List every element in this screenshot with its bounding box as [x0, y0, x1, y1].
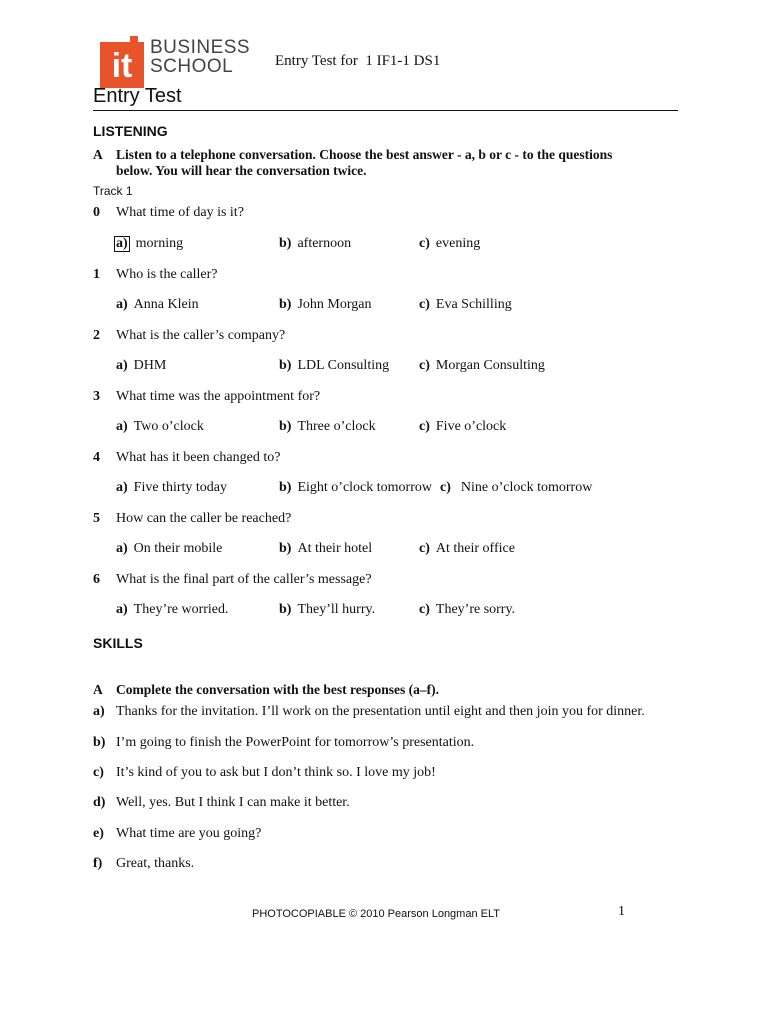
question-text: What is the caller’s company?	[116, 328, 286, 343]
option-text: Eight o’clock tomorrow	[297, 480, 432, 495]
question-text: How can the caller be reached?	[116, 511, 292, 526]
option-c	[419, 297, 512, 313]
option-c	[419, 541, 515, 557]
question-number: 3	[93, 389, 100, 404]
option-letter-b: b)	[279, 236, 292, 251]
option-letter-c: c)	[419, 541, 430, 556]
option-b	[279, 419, 376, 435]
question-number: 1	[93, 267, 100, 282]
option-letter-b: b)	[279, 480, 292, 495]
option-text: afternoon	[297, 236, 352, 251]
option-text: They’re sorry.	[435, 602, 516, 617]
option-a	[116, 419, 204, 435]
option-a	[116, 297, 199, 313]
option-letter-a: a)	[116, 297, 128, 312]
listening-instruction	[116, 147, 676, 179]
listening-instruction-line1: Listen to a telephone conversation. Choose the best answer - a, b or c - to the questions	[116, 147, 613, 162]
option-text: At their office	[435, 541, 515, 556]
option-c	[419, 602, 515, 618]
option-letter-c: c)	[419, 602, 430, 617]
option-a	[116, 358, 166, 374]
option-a	[116, 602, 229, 618]
option-c	[419, 419, 506, 435]
it-logo-mark	[100, 36, 146, 88]
question-text: What time was the appointment for?	[116, 389, 321, 404]
option-b	[279, 297, 371, 313]
option-letter-c: c)	[419, 236, 430, 251]
option-text: Morgan Consulting	[435, 358, 545, 373]
question-text: Who is the caller?	[116, 267, 218, 282]
option-text: They’ll hurry.	[297, 602, 376, 617]
question-text: What time of day is it?	[116, 205, 244, 220]
option-b	[279, 480, 432, 496]
option-a	[116, 480, 227, 496]
response-text: What time are you going?	[116, 826, 262, 841]
question-text: What has it been changed to?	[116, 450, 281, 465]
option-text: evening	[435, 236, 481, 251]
page-title: Entry Test	[93, 85, 182, 107]
skills-heading: SKILLS	[93, 635, 143, 651]
logo-text-line1: BUSINESS	[150, 37, 251, 58]
question-number: 5	[93, 511, 100, 526]
page-number: 1	[618, 904, 625, 919]
option-text: Eva Schilling	[435, 297, 512, 312]
option-text: They’re worried.	[133, 602, 229, 617]
response-letter: b)	[93, 735, 106, 750]
option-letter-b: b)	[279, 297, 292, 312]
logo-text-line2: SCHOOL	[150, 56, 234, 77]
option-letter-c: c)	[419, 419, 430, 434]
option-text: Anna Klein	[133, 297, 199, 312]
response-text: Well, yes. But I think I can make it better.	[116, 795, 350, 810]
option-letter-a: a)	[116, 358, 128, 373]
option-letter-a: a)	[116, 419, 128, 434]
photocopiable-footer: PHOTOCOPIABLE © 2010 Pearson Longman ELT	[252, 908, 500, 920]
question-text: What is the final part of the caller’s message?	[116, 572, 372, 587]
response-letter: c)	[93, 765, 104, 780]
option-text: Nine o’clock tomorrow	[460, 480, 593, 495]
question-number: 6	[93, 572, 100, 587]
option-b	[279, 602, 375, 618]
response-letter: a)	[93, 704, 105, 719]
response-letter: e)	[93, 826, 104, 841]
option-b	[279, 358, 389, 374]
option-letter-c: c)	[419, 358, 430, 373]
option-letter-b: b)	[279, 602, 292, 617]
skills-instruction: Complete the conversation with the best responses (a–f).	[116, 682, 439, 697]
option-text: Five o’clock	[435, 419, 507, 434]
option-letter-b: b)	[279, 419, 292, 434]
option-letter-a: a)	[116, 480, 128, 495]
option-letter-c: c)	[419, 297, 430, 312]
response-letter: f)	[93, 856, 103, 871]
header-divider	[93, 110, 678, 111]
skills-instruction-letter: A	[93, 682, 103, 697]
option-b	[279, 236, 351, 252]
option-text: John Morgan	[297, 297, 372, 312]
listening-heading: LISTENING	[93, 123, 168, 139]
option-text: Two o’clock	[133, 419, 204, 434]
option-c	[440, 480, 592, 496]
question-number: 0	[93, 205, 100, 220]
option-letter-b: b)	[279, 358, 292, 373]
entry-test-label: Entry Test for 1 IF1-1 DS1	[275, 53, 441, 69]
response-text: Great, thanks.	[116, 856, 195, 871]
option-letter-a: a)	[116, 541, 128, 556]
option-text: morning	[135, 236, 184, 251]
option-c	[419, 358, 545, 374]
listening-instruction-letter: A	[93, 147, 103, 162]
option-text: At their hotel	[297, 541, 373, 556]
option-letter-a-selected: a)	[116, 236, 128, 251]
response-letter: d)	[93, 795, 106, 810]
question-number: 2	[93, 328, 100, 343]
option-text: DHM	[133, 358, 167, 373]
business-school-logo-text	[150, 38, 262, 80]
option-text: On their mobile	[133, 541, 223, 556]
question-number: 4	[93, 450, 100, 465]
response-text: Thanks for the invitation. I’ll work on the presentation until eight and then join you for dinner.	[116, 704, 645, 719]
option-letter-a: a)	[116, 602, 128, 617]
option-letter-c: c)	[440, 480, 451, 495]
option-a	[116, 541, 222, 557]
option-c	[419, 236, 480, 252]
response-text: It’s kind of you to ask but I don’t think so. I love my job!	[116, 765, 436, 780]
option-text: LDL Consulting	[297, 358, 390, 373]
option-letter-b: b)	[279, 541, 292, 556]
track-label: Track 1	[93, 184, 133, 198]
response-text: I’m going to finish the PowerPoint for tomorrow’s presentation.	[116, 735, 475, 750]
option-text: Three o’clock	[297, 419, 376, 434]
logo-mark-text: it	[111, 47, 133, 85]
option-text: Five thirty today	[133, 480, 227, 495]
option-a	[116, 236, 183, 252]
option-b	[279, 541, 372, 557]
listening-instruction-line2: below. You will hear the conversation twice.	[116, 163, 367, 178]
